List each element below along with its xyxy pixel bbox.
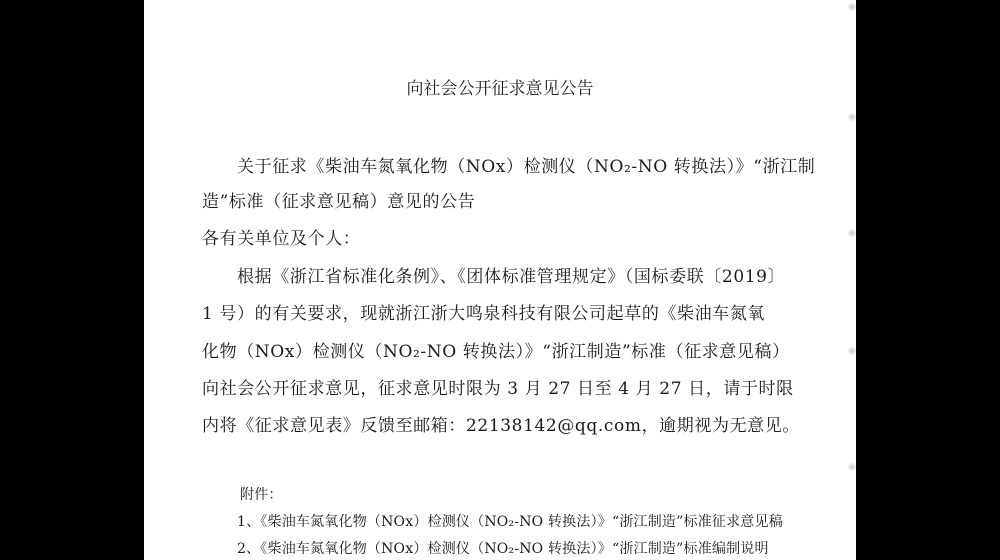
- page-title: 向社会公开征求意见公告: [406, 79, 594, 99]
- scan-artifact: [848, 2, 856, 12]
- body-line: 内将《征求意见表》反馈至邮箱：22138142@qq.com，逾期视为无意见。: [202, 416, 800, 436]
- scan-artifact: [848, 228, 856, 238]
- body-line: 化物（NOx）检测仪（NO₂-NO 转换法）》“浙江制造”标准（征求意见稿）: [202, 342, 790, 362]
- document-page: [144, 0, 856, 560]
- body-line: 根据《浙江省标准化条例》、《团体标准管理规定》（国标委联〔2019〕: [237, 267, 786, 287]
- annex-item: 2、《柴油车氮氧化物（NOx）检测仪（NO₂-NO 转换法）》“浙江制造”标准编制说明: [237, 541, 769, 557]
- scan-artifact: [848, 462, 856, 472]
- subject-line-1: 关于征求《柴油车氮氧化物（NOx）检测仪（NO₂-NO 转换法）》“浙江制: [237, 157, 816, 177]
- salutation: 各有关单位及个人：: [202, 229, 361, 249]
- annex-label: 附件：: [240, 487, 283, 503]
- body-line: 1 号）的有关要求，现就浙江浙大鸣泉科技有限公司起草的《柴油车氮氧: [202, 304, 766, 324]
- subject-line-2: 造”标准（征求意见稿）意见的公告: [202, 192, 476, 212]
- scan-artifact: [848, 112, 856, 122]
- annex-item: 1、《柴油车氮氧化物（NOx）检测仪（NO₂-NO 转换法）》“浙江制造”标准征求意见稿: [237, 514, 783, 530]
- scan-artifact: [848, 346, 856, 356]
- body-line: 向社会公开征求意见，征求意见时限为 3 月 27 日至 4 月 27 日，请于时限: [202, 379, 794, 399]
